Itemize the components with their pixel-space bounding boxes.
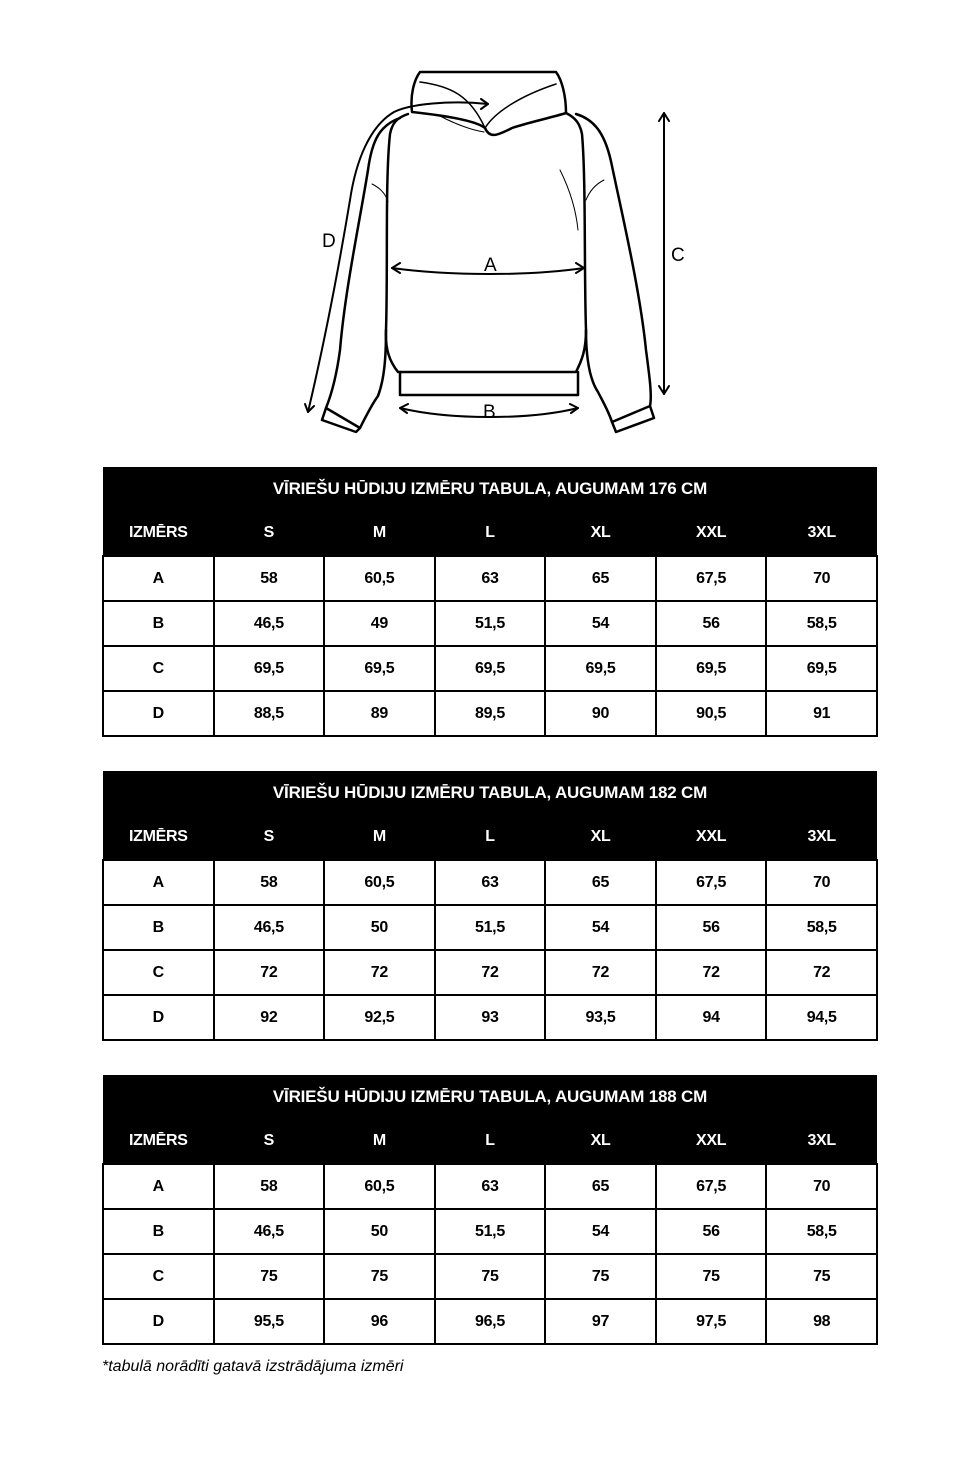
row-label: D xyxy=(103,691,214,736)
table-cell: 46,5 xyxy=(214,905,325,950)
row-label: C xyxy=(103,1254,214,1299)
column-header: 3XL xyxy=(766,1119,877,1164)
row-label: D xyxy=(103,995,214,1040)
column-header: M xyxy=(324,511,435,556)
table-cell: 96 xyxy=(324,1299,435,1344)
table-cell: 56 xyxy=(656,905,767,950)
table-cell: 91 xyxy=(766,691,877,736)
table-row xyxy=(103,556,877,601)
column-header: XXL xyxy=(656,511,767,556)
table-row xyxy=(103,601,877,646)
table-title: VĪRIEŠU HŪDIJU IZMĒRU TABULA, AUGUMAM 188 CM xyxy=(103,1075,877,1119)
column-header: XXL xyxy=(656,815,767,860)
table-row xyxy=(103,1164,877,1209)
table-cell: 51,5 xyxy=(435,601,546,646)
table-cell: 98 xyxy=(766,1299,877,1344)
column-header: M xyxy=(324,815,435,860)
table-cell: 96,5 xyxy=(435,1299,546,1344)
row-label: D xyxy=(103,1299,214,1344)
column-header: 3XL xyxy=(766,511,877,556)
table-cell: 70 xyxy=(766,556,877,601)
column-header: XL xyxy=(545,511,656,556)
table-cell: 75 xyxy=(324,1254,435,1299)
table-cell: 69,5 xyxy=(656,646,767,691)
table-cell: 54 xyxy=(545,601,656,646)
table-cell: 89 xyxy=(324,691,435,736)
table-cell: 90 xyxy=(545,691,656,736)
table-cell: 58,5 xyxy=(766,905,877,950)
column-header: S xyxy=(214,511,325,556)
table-cell: 69,5 xyxy=(324,646,435,691)
table-row xyxy=(103,646,877,691)
size-table-182 xyxy=(102,771,878,1041)
table-cell: 58 xyxy=(214,860,325,905)
column-header: XXL xyxy=(656,1119,767,1164)
table-row xyxy=(103,995,877,1040)
column-header: M xyxy=(324,1119,435,1164)
table-cell: 72 xyxy=(656,950,767,995)
row-label: B xyxy=(103,905,214,950)
measure-label-b: B xyxy=(483,402,496,423)
table-cell: 69,5 xyxy=(766,646,877,691)
size-table-176 xyxy=(102,467,878,737)
row-label: B xyxy=(103,601,214,646)
table-cell: 54 xyxy=(545,905,656,950)
table-cell: 88,5 xyxy=(214,691,325,736)
table-cell: 46,5 xyxy=(214,601,325,646)
table-cell: 56 xyxy=(656,1209,767,1254)
table-cell: 46,5 xyxy=(214,1209,325,1254)
table-cell: 72 xyxy=(324,950,435,995)
table-cell: 58 xyxy=(214,1164,325,1209)
table-cell: 63 xyxy=(435,1164,546,1209)
table-cell: 90,5 xyxy=(656,691,767,736)
table-cell: 72 xyxy=(766,950,877,995)
column-header: IZMĒRS xyxy=(103,815,214,860)
column-header: L xyxy=(435,1119,546,1164)
footnote: *tabulā norādīti gatavā izstrādājuma izmēri xyxy=(102,1358,404,1375)
table-row xyxy=(103,691,877,736)
table-cell: 75 xyxy=(545,1254,656,1299)
table-cell: 49 xyxy=(324,601,435,646)
row-label: C xyxy=(103,646,214,691)
table-header-row xyxy=(103,815,877,860)
table-cell: 75 xyxy=(656,1254,767,1299)
column-header: 3XL xyxy=(766,815,877,860)
hoodie-left-cuff xyxy=(322,408,360,432)
table-cell: 63 xyxy=(435,860,546,905)
table-cell: 54 xyxy=(545,1209,656,1254)
table-row xyxy=(103,950,877,995)
table-cell: 89,5 xyxy=(435,691,546,736)
table-cell: 60,5 xyxy=(324,1164,435,1209)
table-cell: 75 xyxy=(435,1254,546,1299)
table-cell: 56 xyxy=(656,601,767,646)
row-label: C xyxy=(103,950,214,995)
table-cell: 69,5 xyxy=(545,646,656,691)
table-cell: 75 xyxy=(766,1254,877,1299)
table-cell: 97 xyxy=(545,1299,656,1344)
table-row xyxy=(103,1299,877,1344)
column-header: S xyxy=(214,1119,325,1164)
table-header-row xyxy=(103,1119,877,1164)
column-header: IZMĒRS xyxy=(103,1119,214,1164)
table-cell: 67,5 xyxy=(656,860,767,905)
table-cell: 70 xyxy=(766,1164,877,1209)
table-cell: 72 xyxy=(214,950,325,995)
measure-label-c: C xyxy=(671,245,685,266)
table-cell: 75 xyxy=(214,1254,325,1299)
table-cell: 93 xyxy=(435,995,546,1040)
table-cell: 50 xyxy=(324,1209,435,1254)
table-cell: 60,5 xyxy=(324,860,435,905)
table-cell: 65 xyxy=(545,556,656,601)
row-label: A xyxy=(103,556,214,601)
row-label: A xyxy=(103,1164,214,1209)
hoodie-measurement-diagram xyxy=(290,65,710,445)
table-cell: 72 xyxy=(545,950,656,995)
measure-line-d xyxy=(308,102,488,412)
row-label: A xyxy=(103,860,214,905)
table-cell: 58,5 xyxy=(766,601,877,646)
row-label: B xyxy=(103,1209,214,1254)
size-table-188 xyxy=(102,1075,878,1345)
column-header: L xyxy=(435,511,546,556)
table-cell: 69,5 xyxy=(214,646,325,691)
table-cell: 67,5 xyxy=(656,1164,767,1209)
table-cell: 65 xyxy=(545,1164,656,1209)
table-row xyxy=(103,1209,877,1254)
table-cell: 92 xyxy=(214,995,325,1040)
table-cell: 58,5 xyxy=(766,1209,877,1254)
table-row xyxy=(103,1254,877,1299)
column-header: XL xyxy=(545,815,656,860)
table-title: VĪRIEŠU HŪDIJU IZMĒRU TABULA, AUGUMAM 182 CM xyxy=(103,771,877,815)
table-title: VĪRIEŠU HŪDIJU IZMĒRU TABULA, AUGUMAM 176 CM xyxy=(103,467,877,511)
hoodie-right-sleeve xyxy=(576,114,651,422)
column-header: S xyxy=(214,815,325,860)
table-cell: 65 xyxy=(545,860,656,905)
table-cell: 51,5 xyxy=(435,905,546,950)
table-cell: 67,5 xyxy=(656,556,767,601)
table-cell: 97,5 xyxy=(656,1299,767,1344)
hoodie-body xyxy=(386,113,586,372)
table-cell: 93,5 xyxy=(545,995,656,1040)
table-cell: 94,5 xyxy=(766,995,877,1040)
table-cell: 60,5 xyxy=(324,556,435,601)
table-cell: 58 xyxy=(214,556,325,601)
measure-label-d: D xyxy=(322,231,336,252)
table-cell: 72 xyxy=(435,950,546,995)
table-cell: 51,5 xyxy=(435,1209,546,1254)
column-header: L xyxy=(435,815,546,860)
table-cell: 69,5 xyxy=(435,646,546,691)
table-cell: 95,5 xyxy=(214,1299,325,1344)
table-row xyxy=(103,860,877,905)
table-row xyxy=(103,905,877,950)
table-cell: 94 xyxy=(656,995,767,1040)
column-header: XL xyxy=(545,1119,656,1164)
column-header: IZMĒRS xyxy=(103,511,214,556)
table-cell: 70 xyxy=(766,860,877,905)
table-cell: 50 xyxy=(324,905,435,950)
table-header-row xyxy=(103,511,877,556)
table-cell: 92,5 xyxy=(324,995,435,1040)
table-cell: 63 xyxy=(435,556,546,601)
hoodie-waistband xyxy=(400,372,578,395)
measure-label-a: A xyxy=(484,255,497,276)
